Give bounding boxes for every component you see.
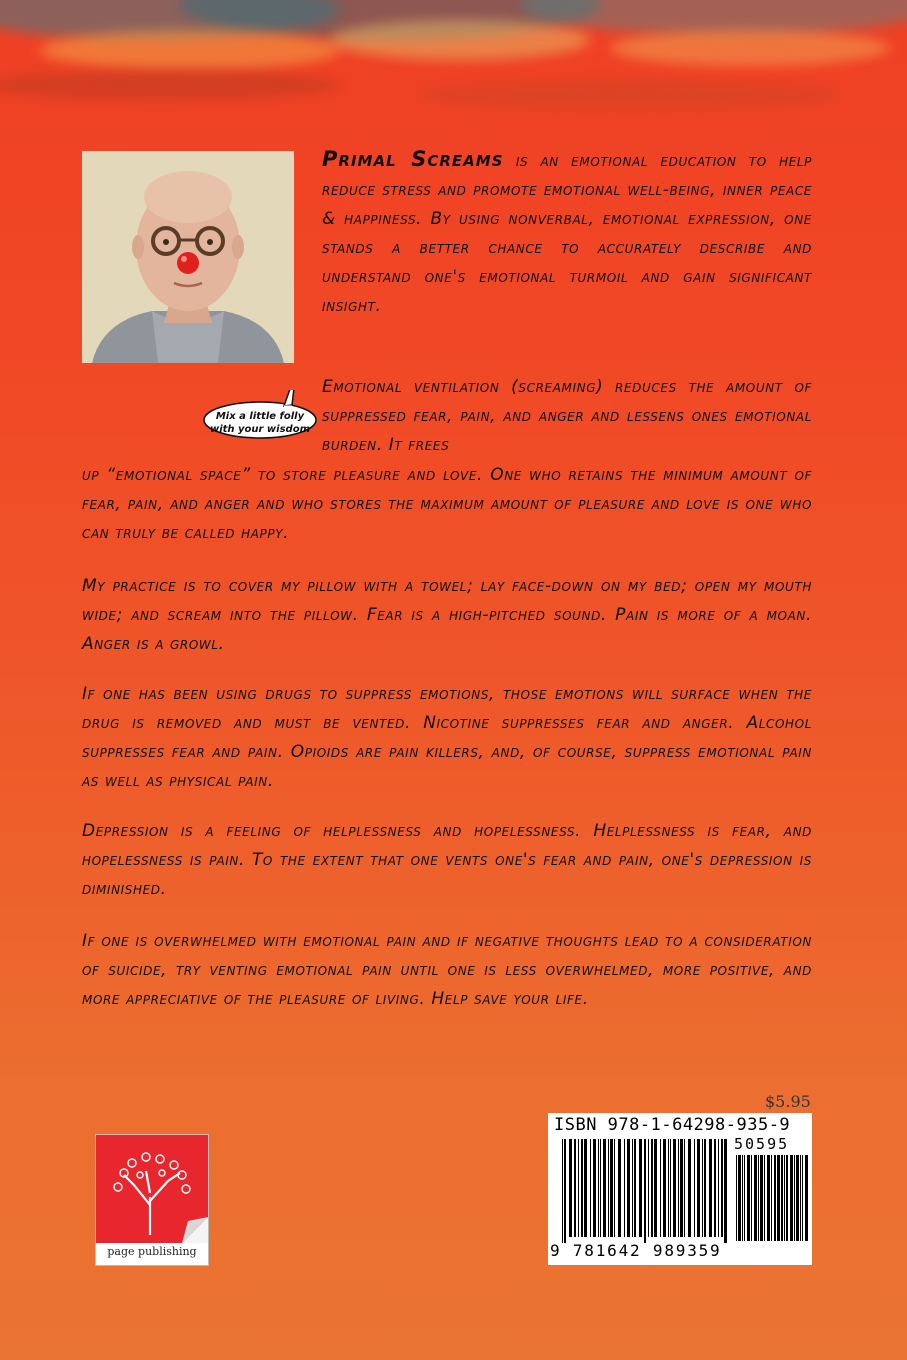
paragraph-depression: Depression is a feeling of helplessness and hopelessness. Helplessness is fear, and hopelessness is pain. To the extent that one vents one's fear and pain, one's depression is diminished. bbox=[82, 821, 812, 899]
barcode-bar bbox=[562, 1139, 563, 1243]
barcode-bar bbox=[764, 1155, 765, 1241]
barcode-bar bbox=[718, 1139, 719, 1237]
barcode-bar bbox=[614, 1139, 615, 1237]
barcode-bar bbox=[721, 1139, 723, 1237]
barcode-bar bbox=[760, 1155, 763, 1241]
barcode-bar bbox=[624, 1139, 625, 1237]
barcode-bar bbox=[584, 1139, 587, 1237]
isbn-barcode bbox=[548, 1113, 812, 1265]
barcode-bar bbox=[724, 1139, 727, 1243]
barcode-bar bbox=[702, 1139, 703, 1237]
barcode-bar bbox=[802, 1155, 803, 1241]
publisher-tree-icon bbox=[96, 1135, 208, 1243]
barcode-bar bbox=[784, 1155, 785, 1241]
barcode-bar bbox=[660, 1139, 661, 1237]
barcode-bar bbox=[736, 1155, 737, 1241]
barcode-bar bbox=[608, 1139, 609, 1237]
barcode-bar bbox=[632, 1139, 633, 1237]
barcode-bar bbox=[714, 1139, 716, 1237]
barcode-bar bbox=[794, 1155, 795, 1241]
barcode-bar bbox=[648, 1139, 649, 1237]
barcode-bar bbox=[754, 1155, 757, 1241]
isbn-number: ISBN 978-1-64298-935-9 bbox=[554, 1115, 791, 1135]
publisher-logo bbox=[95, 1134, 209, 1266]
intro-paragraph bbox=[322, 145, 812, 321]
barcode-bar bbox=[600, 1139, 601, 1237]
barcode-bar bbox=[644, 1139, 646, 1243]
barcode-addon-digits: 50595 bbox=[734, 1135, 790, 1153]
barcode-bar bbox=[774, 1155, 776, 1241]
barcode-bar bbox=[634, 1139, 636, 1237]
price-label: $5.95 bbox=[765, 1092, 811, 1111]
barcode-bar bbox=[790, 1155, 793, 1241]
barcode-bar bbox=[709, 1139, 712, 1237]
barcode-bar bbox=[704, 1139, 706, 1237]
barcode-bar bbox=[742, 1155, 743, 1241]
barcode-bar bbox=[744, 1155, 745, 1241]
author-photo bbox=[82, 151, 294, 363]
publisher-name: page publishing bbox=[107, 1245, 197, 1258]
barcode-bar bbox=[574, 1139, 576, 1237]
barcode-bar bbox=[603, 1139, 606, 1237]
barcode-bar bbox=[767, 1155, 770, 1241]
paragraph-suicide: If one is overwhelmed with emotional pain and if negative thoughts lead to a consideration of suicide, try venting emotional pain until one is less overwhelmed, more positive, and more appreciative of the pleasure of living. Help save your life. bbox=[82, 931, 812, 1009]
intro-body: is an emotional education to help reduce stress and promote emotional well-being, inner peace & happiness. By using nonverbal, emotional expression, one stands a better chance to accurately describe and understand one's emotional turmoil and gain significant insight. bbox=[322, 151, 812, 316]
barcode-bar bbox=[593, 1139, 596, 1237]
barcode-bar bbox=[618, 1139, 621, 1237]
barcode-bar bbox=[758, 1155, 759, 1241]
paragraph-practice: My practice is to cover my pillow with a towel; lay face-down on my bed; open my mouth wide; and scream into the pillow. Fear is a high-pitched sound. Pain is more of a moan. Anger is a growl. bbox=[82, 576, 812, 654]
barcode-bar bbox=[654, 1139, 657, 1237]
barcode-bar bbox=[786, 1155, 788, 1241]
barcode-bar bbox=[805, 1155, 808, 1241]
barcode-bar bbox=[673, 1139, 676, 1237]
speech-bubble bbox=[200, 390, 320, 440]
barcode-bar bbox=[627, 1139, 630, 1237]
barcode-bar bbox=[639, 1139, 642, 1237]
barcode-bar bbox=[651, 1139, 653, 1237]
barcode-bar bbox=[610, 1139, 613, 1237]
barcode-bar bbox=[598, 1139, 599, 1237]
barcode-bar bbox=[777, 1155, 780, 1241]
barcode-bar bbox=[578, 1139, 579, 1237]
barcode-bar bbox=[747, 1155, 750, 1241]
barcode-bar bbox=[694, 1139, 695, 1237]
paragraph-drugs: If one has been using drugs to suppress emotions, those emotions will surface when the drug is removed and must be vented. Nicotine suppresses fear and anger. Alcohol suppresses fear and pain. Opioids are pain killers, and, of course, suppress emotional pain as well as physical pain. bbox=[82, 684, 812, 791]
barcode-bar bbox=[800, 1155, 801, 1241]
paragraph-ventilation-part1: Emotional ventilation (screaming) reduces the amount of suppressed fear, pain, and anger and lessens ones emotional burden. It frees bbox=[322, 377, 812, 455]
barcode-digits: 9 781642 989359 bbox=[550, 1241, 722, 1260]
barcode-bar bbox=[670, 1139, 671, 1237]
barcode-bar bbox=[569, 1139, 572, 1237]
barcode-bar bbox=[688, 1139, 691, 1237]
barcode-bar bbox=[668, 1139, 669, 1237]
barcode-bar bbox=[684, 1139, 685, 1237]
barcode-bar bbox=[663, 1139, 666, 1237]
speech-bubble-text: Mix a little folly with your wisdom bbox=[209, 411, 311, 435]
barcode-bar bbox=[751, 1155, 752, 1241]
barcode-bar bbox=[564, 1139, 566, 1243]
barcode-bar bbox=[590, 1139, 591, 1237]
barcode-bar bbox=[771, 1155, 772, 1241]
barcode-bar bbox=[581, 1139, 583, 1237]
barcode-bar bbox=[738, 1155, 741, 1241]
barcode-bar bbox=[796, 1155, 799, 1241]
barcode-bar bbox=[678, 1139, 679, 1237]
painted-sky-banner bbox=[0, 0, 907, 140]
book-title: Primal Screams bbox=[322, 147, 504, 171]
barcode-bar bbox=[680, 1139, 683, 1237]
paragraph-ventilation-part2: up “emotional space” to store pleasure and love. One who retains the minimum amount of fear, pain, and anger and who stores the maximum amount of pleasure and love is one who can truly be called happy. bbox=[82, 465, 812, 543]
barcode-bar bbox=[781, 1155, 783, 1241]
barcode-bar bbox=[697, 1139, 700, 1237]
